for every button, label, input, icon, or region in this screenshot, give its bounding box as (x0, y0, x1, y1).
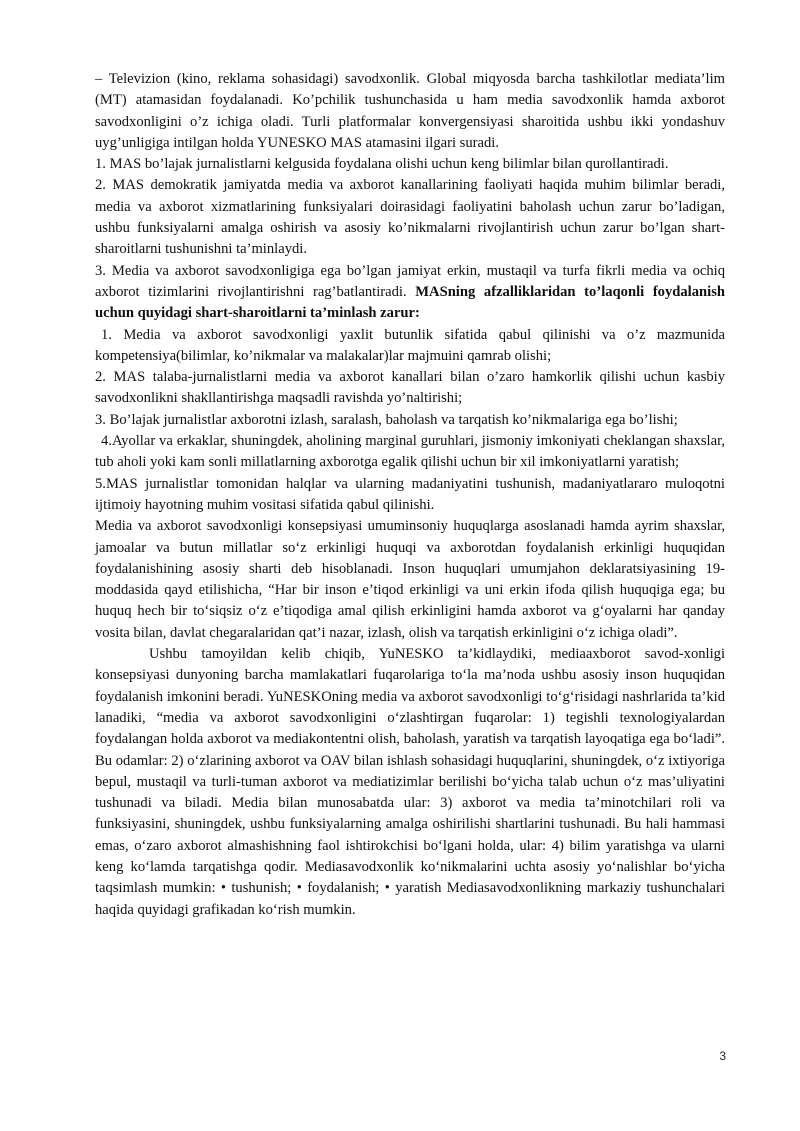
paragraph-television-literacy: – Televizion (kino, reklama sohasidagi) savodxonlik. Global miqyosda barcha tashkilotlar mediata’lim (MT) atamasidan foydalanadi. Ko’pchilik tushunchasida u ham media savodxonlik hamda axborot savodxonligini o’z ichiga oladi. Turli platformalar konvergensiyasi sharoitida ushbu ikki yondashuv uyg’unligiga intilgan holda YUNESKO MAS atamasini ilgari suradi. (95, 71, 725, 151)
paragraph-condition-3: 3. Bo’lajak jurnalistlar axborotni izlash, saralash, baholash va tarqatish ko’nikmalariga ega bo’lishi; (95, 411, 678, 428)
mas-point-3-text: 3. Media va axborot savodxonligiga ega bo’lgan jamiyat erkin, mustaqil va turfa fikrli media va ochiq axborot tizimlarini rivojlantirishni rag’batlantiradi. (95, 262, 725, 300)
paragraph-mas-point-1: 1. MAS bo’lajak jurnalistlarni kelgusida foydalana olishi uchun keng bilimlar bilan qurollantiradi. (95, 156, 669, 173)
paragraph-human-rights: Media va axborot savodxonligi konsepsiyasi umuminsoniy huquqlarga asoslanadi hamda ayrim shaxslar, jamoalar va butun millatlar so‘z erkinligi huquqi va axborotdan foydalanish erkinligi huquqidan foydalanishining asosiy sharti deb hisoblanadi. Inson huquqlari umumjahon deklaratsiyasining 19-moddasida qayd etilishicha, “Har bir inson e’tiqod erkinligi va uni erkin ifoda qilish huquqiga ega; bu huquq hech bir to‘siqsiz o‘z e’tiqodiga amal qilish erkinligini hamda axborot va g‘oyalarni har qanday vosita bilan, davlat chegaralaridan qat’i nazar, izlash, olish va tarqatish erkinligini o‘z ichiga oladi”. (95, 518, 725, 641)
paragraph-condition-5: 5.MAS jurnalistlar tomonidan halqlar va ularning madaniyatini tushunish, madaniyatlararo muloqotni ijtimoiy hayotning muhim vositasi sifatida qabul qilinishi. (95, 475, 725, 513)
paragraph-condition-2: 2. MAS talaba-jurnalistlarni media va axborot kanallari bilan o’zaro hamkorlik qilishi uchun kasbiy savodxonlikni shakllantirishga maqsadli ravishda yo’naltirishi; (95, 369, 725, 407)
paragraph-unesco: Ushbu tamoyildan kelib chiqib, YuNESKO ta’kidlaydiki, mediaaxborot savod-xonligi konsepsiyasi dunyoning barcha mamlakatlari fuqarolariga to‘la ma’noda ushbu asosiy inson huquqidan foydalanish imkonini beradi. YuNESKOning media va axborot savodxonligi to‘g‘risidagi nashrlarida ta’kid lanadiki, “media va axborot savodxonligini o‘zlashtirgan fuqarolar: 1) tegishli texnologiyalardan foydalangan holda axborot va mediakontentni olish, baholash, yaratish va tarqatish layoqatiga ega bo‘ladi”. Bu odamlar: 2) o‘zlarining axborot va OAV bilan ishlash sohasidagi huquqlarini, shuningdek, o‘z ixtiyoriga bepul, mustaqil va turli-tuman axborot va mediatizimlar berilishi bo‘yicha talab uchun o‘z mas’uliyatini tushunadi va biladi. Media bilan munosabatda ular: 3) axborot va media ta’minotchilari roli va funksiyasini, shuningdek, ushbu funksiyalarning amalga oshirilishi shartlarini tushunadi. Bu hali hammasi emas, o‘zaro axborot almashishning faol ishtirokchisi bo‘lgani holda, ular: 4) bilim yaratishga va ularni keng ko‘lamda tarqatishga qodir. Mediasavodxonlik ko‘nikmalarini uchta asosiy yo‘nalishlar bo‘yicha taqsimlash mumkin: • tushunish; • foydalanish; • yaratish Mediasavodxonlikning markaziy tushunchalari haqida quyidagi grafikadan ko‘rish mumkin. (95, 646, 725, 918)
paragraph-condition-1: 1. Media va axborot savodxonligi yaxlit butunlik sifatida qabul qilinishi va o’z mazmunida kompetensiya(bilimlar, ko’nikmalar va malakalar)lar majmuini qamrab olishi; (95, 326, 725, 364)
conditions-heading: MASning afzalliklaridan to’laqonli foydalanish uchun quyidagi shart-sharoitlarni ta’minlash zarur: (95, 283, 726, 322)
page-number: 3 (719, 1049, 726, 1063)
paragraph-mas-point-2: 2. MAS demokratik jamiyatda media va axborot kanallarining faoliyati haqida muhim bilimlar beradi, media va axborot xizmatlarining funksiyalari doirasidagi faoliyatini baholash uchun zarur bo’ladigan, ushbu funksiyalarni amalga oshirish va asosiy ko’nikmalarni rivojlantirish uchun zarur bo’lgan shart-sharoitlarni tushunishni ta’minlaydi. (95, 177, 725, 258)
document-page (95, 69, 725, 921)
paragraph-mas-point-3 (95, 261, 725, 325)
paragraph-condition-4: 4.Ayollar va erkaklar, shuningdek, aholining marginal guruhlari, jismoniy imkoniyati cheklangan shaxslar, tub aholi yoki kam sonli millatlarning axborotga egalik qilishi uchun bir xil imkoniyatlarni yaratish; (95, 433, 725, 471)
